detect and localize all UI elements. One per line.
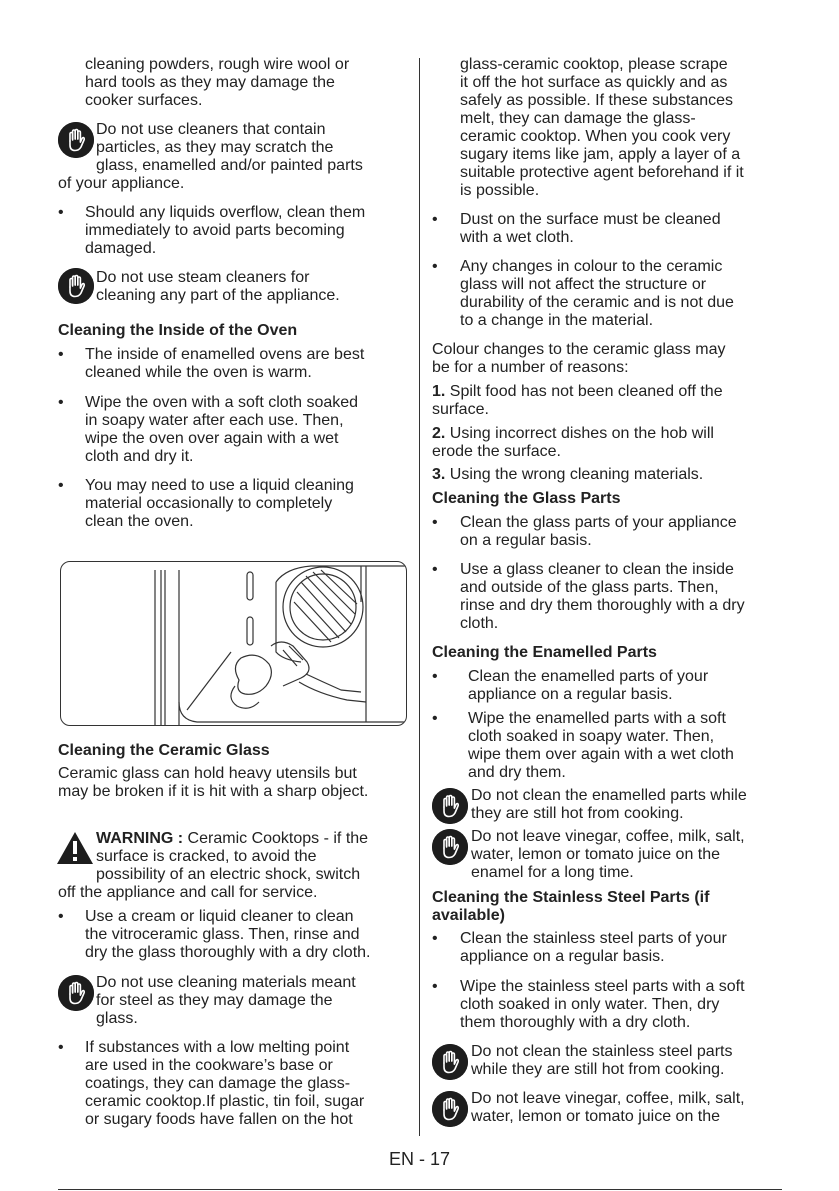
bullet: •: [58, 204, 64, 221]
hand-stop-icon: [58, 975, 94, 1011]
left-bullet-3: Wipe the oven with a soft cloth soaked in soapy water after each use. Then, wipe the oven over again with a wet cloth and dry it.: [85, 394, 359, 465]
left-bullet-6: If substances with a low melting point are used in the cookware’s base or coatings, they can damage the glass- ceramic cooktop.If plastic, tin foil, sugar or sugary foods have fallen on the hot: [85, 1039, 365, 1128]
left-bullet-4: You may need to use a liquid cleaning material occasionally to completely clean the oven.: [85, 477, 354, 530]
right-bullet-4: Use a glass cleaner to clean the inside and outside of the glass parts. Then, rinse and dry them thoroughly with a dry cloth.: [460, 561, 745, 632]
left-note-1-tail: of your appliance.: [58, 175, 185, 192]
bullet: •: [58, 908, 64, 925]
left-note-3: Do not use cleaning materials meant for steel as they may damage the glass.: [96, 974, 356, 1027]
right-note-4: Do not leave vinegar, coffee, milk, salt, water, lemon or tomato juice on the: [471, 1090, 745, 1125]
hand-stop-icon: [432, 1091, 468, 1127]
heading-stainless-steel: Cleaning the Stainless Steel Parts (if available): [432, 889, 710, 924]
right-para-2: Colour changes to the ceramic glass may be for a number of reasons:: [432, 341, 726, 376]
heading-glass-parts: Cleaning the Glass Parts: [432, 490, 621, 507]
heading-enamelled-parts: Cleaning the Enamelled Parts: [432, 644, 657, 661]
bullet: •: [58, 477, 64, 494]
hand-stop-icon: [432, 788, 468, 824]
hand-stop-icon: [58, 268, 94, 304]
warning-triangle-icon: [56, 830, 94, 871]
warning-text: Ceramic Cooktops - if the: [183, 830, 369, 847]
right-bullet-3: Clean the glass parts of your appliance on a regular basis.: [460, 514, 737, 549]
bullet: •: [432, 561, 438, 578]
heading-inside-oven: Cleaning the Inside of the Oven: [58, 322, 298, 339]
bullet: •: [58, 346, 64, 363]
right-note-2: Do not leave vinegar, coffee, milk, salt, water, lemon or tomato juice on the enamel for a long time.: [471, 828, 745, 881]
bullet: •: [432, 211, 438, 228]
reason-2: 2. Using incorrect dishes on the hob will erode the surface.: [432, 425, 714, 460]
footer-rule: [58, 1189, 782, 1190]
oven-cleaning-illustration: [60, 561, 407, 726]
left-note-1: Do not use cleaners that contain particles, as they may scratch the glass, enamelled and/or painted parts: [96, 121, 363, 174]
bullet: •: [432, 978, 438, 995]
left-bullet-1: Should any liquids overflow, clean them immediately to avoid parts becoming damaged.: [85, 204, 366, 257]
hand-stop-icon: [58, 122, 94, 158]
warning-block: WARNING : Ceramic Cooktops - if the surface is cracked, to avoid the possibility of an electric shock, switch: [96, 830, 369, 883]
bullet: •: [432, 930, 438, 947]
bullet: •: [432, 668, 438, 685]
left-bullet-2: The inside of enamelled ovens are best cleaned while the oven is warm.: [85, 346, 365, 381]
right-note-1: Do not clean the enamelled parts while they are still hot from cooking.: [471, 787, 747, 822]
bullet: •: [432, 258, 438, 275]
page-number: EN - 17: [388, 1149, 451, 1169]
column-divider: [419, 58, 420, 1136]
bullet: •: [432, 710, 438, 727]
left-note-2: Do not use steam cleaners for cleaning any part of the appliance.: [96, 269, 340, 304]
reason-1: 1. Spilt food has not been cleaned off the surface.: [432, 383, 723, 418]
hand-wiping-oven-illustration: [61, 562, 406, 725]
warning-tail: off the appliance and call for service.: [58, 884, 318, 901]
right-note-3: Do not clean the stainless steel parts while they are still hot from cooking.: [471, 1043, 733, 1078]
reason-3: 3. Using the wrong cleaning materials.: [432, 466, 704, 483]
right-para-1: glass-ceramic cooktop, please scrape it off the hot surface as quickly and as safely as possible. If these substances melt, they can damage the glass- ceramic cooktop. When you cook very sugary items like jam, apply a layer of a suitable protective agent beforehand if it is possible.: [460, 56, 744, 199]
bullet: •: [58, 394, 64, 411]
bullet: •: [58, 1039, 64, 1056]
right-bullet-2: Any changes in colour to the ceramic glass will not affect the structure or durability of the ceramic and is not due to a change in the material.: [460, 258, 734, 329]
right-bullet-6: Wipe the enamelled parts with a soft cloth soaked in soapy water. Then, wipe them over again with a wet cloth and dry them.: [468, 710, 734, 781]
hand-stop-icon: [432, 829, 468, 865]
right-bullet-5: Clean the enamelled parts of your appliance on a regular basis.: [468, 668, 709, 703]
left-bullet-5: Use a cream or liquid cleaner to clean the vitroceramic glass. Then, rinse and dry the glass thoroughly with a dry cloth.: [85, 908, 371, 961]
right-bullet-1: Dust on the surface must be cleaned with a wet cloth.: [460, 211, 721, 246]
right-bullet-7: Clean the stainless steel parts of your appliance on a regular basis.: [460, 930, 727, 965]
right-bullet-8: Wipe the stainless steel parts with a soft cloth soaked in only water. Then, dry them thoroughly with a dry cloth.: [460, 978, 745, 1031]
heading-ceramic-glass: Cleaning the Ceramic Glass: [58, 742, 270, 759]
left-para-1: cleaning powders, rough wire wool or hard tools as they may damage the cooker surfaces.: [85, 56, 350, 109]
left-para-2: Ceramic glass can hold heavy utensils but may be broken if it is hit with a sharp object.: [58, 765, 369, 800]
warning-label: WARNING :: [96, 830, 184, 847]
hand-stop-icon: [432, 1044, 468, 1080]
bullet: •: [432, 514, 438, 531]
